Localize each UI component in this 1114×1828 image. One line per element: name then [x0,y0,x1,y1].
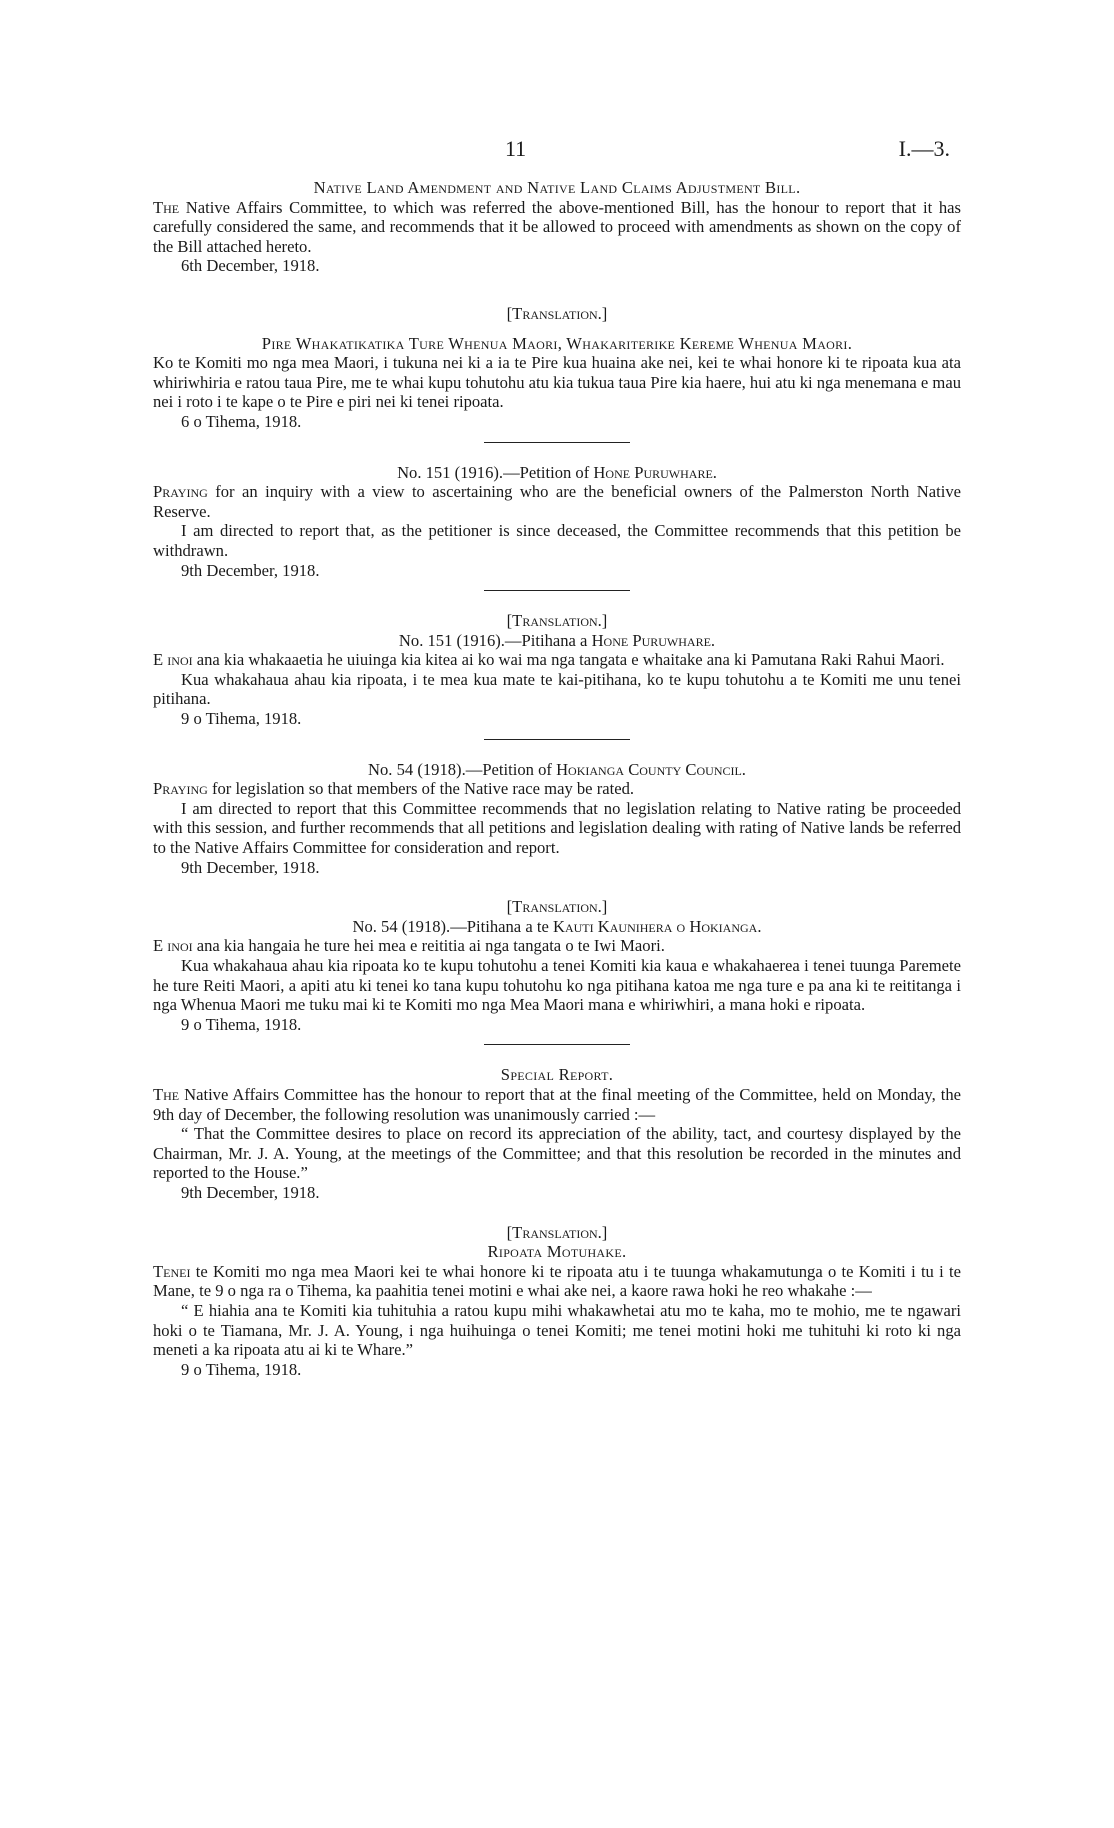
section-report: Kua whakahaua ahau kia ripoata ko te kupu tohutohu a tenei Komiti kia kaua e whakahaerea i tenei tuunga Paremete he ture Reiti Maori, a apiti atu ki tenei ko tana kupu tohutohu ko nga pitihana katoa me nga ture e pa ana ki te reititanga i nga Whenua Maori me tuku mai ki te Komiti mo nga Mea Maori mana e whiriwhiri, a mana hoki e ripoata. [153,956,961,1015]
section-title: No. 151 (1916).—Petition of Hone Puruwhare. [397,462,717,482]
section-title: No. 54 (1918).—Petition of Hokianga County Council. [368,759,746,779]
translation-label: [Translation.] [506,1222,608,1242]
document-reference: I.—3. [898,136,950,161]
section-body: Praying for an inquiry with a view to ascertaining who are the beneficial owners of the Palmerston North Native Reserve. [153,482,961,521]
section-report: I am directed to report that, as the petitioner is since deceased, the Committee recommends that this petition be withdrawn. [153,521,961,560]
petition-section [153,760,961,878]
section-body: E inoi ana kia whakaaetia he uiuinga kia kitea ai ko wai ma nga tangata e whaitake ana ki Pamutana Raki Rahui Maori. [153,650,945,670]
section-quote: “ E hiahia ana te Komiti kia tuhituhia a ratou kupu mihi whakawhetai atu mo te kaha, mo te mohio, me te ngawari hoki o te Tiamana, Mr. J. A. Young, i nga huihuinga o tenei Komiti; me tenei motini hoki me tuhituhi ki roto ki nga meneti a ka ripoata atu ai ki te Whare.” [153,1300,961,1360]
section-body: Tenei te Komiti mo nga mea Maori kei te whai honore ki te ripoata atu i te tuunga whakamutunga o te Komiti i tu i te Mane, te 9 o nga ra o Tihema, ka paahitia tenei motini e whai ake nei, a kaore rawa hoki he reo whakahe :— [153,1261,961,1301]
translation-label: [Translation.] [506,611,608,631]
translation-label: [Translation.] [506,897,608,917]
section-body: The Native Affairs Committee, to which was referred the above-mentioned Bill, has the honour to report that it has carefully considered the same, and recommends that it be allowed to proceed with amendments as shown on the copy of the Bill attached hereto. [153,197,961,256]
section-body: Ko te Komiti mo nga mea Maori, i tukuna nei ki a ia te Pire kua huaina ake nei, kei te whai honore ki te ripoata kua ata whiriwhiria e ratou taua Pire, me te whai kupu tohutohu atu kia tukua taua Pire kia haere, hui atu ki nga menemana e mau nei i roto i te kape o te Pire e piri nei ki tenei ripoata. [153,353,961,412]
section-title: No. 151 (1916).—Pitihana a Hone Puruwhare. [398,630,716,650]
section-date: 9th December, 1918. [181,857,320,877]
section-report: Kua whakahaua ahau kia ripoata, i te mea kua mate te kai-pitihana, ko te kupu tohutohu a te Komiti me unu tenei pitihana. [153,669,961,709]
petition-translation-section [153,611,961,729]
section-title: Native Land Amendment and Native Land Claims Adjustment Bill. [313,178,801,197]
section-report: I am directed to report that this Committee recommends that no legislation relating to Native rating be proceeded with this session, and further recommends that all petitions and legislation dealing with rating of Native lands be referred to the Native Affairs Committee for consideration and report. [153,798,961,858]
page-content [153,178,961,1379]
bill-report-translation-section [153,304,961,432]
section-title: Special Report. [500,1065,614,1085]
special-report-section [153,1065,961,1202]
section-date: 9 o Tihema, 1918. [181,1359,302,1379]
bill-report-section [153,178,961,276]
section-title: Ripoata Motuhake. [487,1242,627,1262]
section-date: 9 o Tihema, 1918. [181,709,302,729]
page-number: 11 [505,136,527,161]
special-report-translation-section [153,1223,961,1380]
section-body: E inoi ana kia hangaia he ture hei mea e reititia ai nga tangata o te Iwi Maori. [153,936,665,956]
petition-translation-section [153,897,961,1034]
page-header [0,136,1114,166]
petition-section [153,463,961,581]
section-body: The Native Affairs Committee has the honour to report that at the final meeting of the Committee, held on Monday, the 9th day of December, the following resolution was unanimously carried :— [153,1084,961,1124]
section-title: Pire Whakatikatika Ture Whenua Maori, Whakariterike Kereme Whenua Maori. [261,333,853,353]
section-date: 9 o Tihema, 1918. [181,1014,302,1034]
section-quote: “ That the Committee desires to place on record its appreciation of the ability, tact, and courtesy displayed by the Chairman, Mr. J. A. Young, at the meetings of the Committee; and that this resolution be recorded in the minutes and reported to the House.” [153,1124,961,1183]
section-date: 9th December, 1918. [181,1182,320,1202]
section-date: 6 o Tihema, 1918. [181,411,302,431]
section-title: No. 54 (1918).—Pitihana a te Kauti Kaunihera o Hokianga. [352,916,762,936]
translation-label: [Translation.] [506,303,608,323]
section-date: 6th December, 1918. [181,256,320,276]
section-date: 9th December, 1918. [181,560,320,580]
section-body: Praying for legislation so that members of the Native race may be rated. [153,779,635,799]
